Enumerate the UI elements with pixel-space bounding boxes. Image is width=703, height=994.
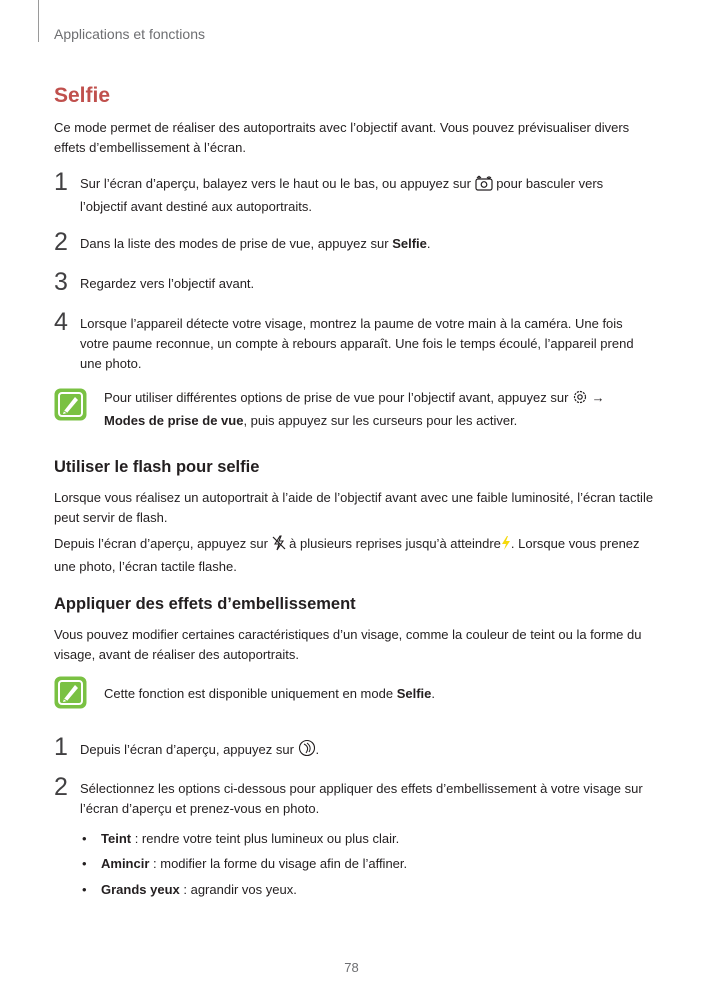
beauty-face-icon bbox=[298, 739, 316, 763]
bullet-icon: • bbox=[82, 831, 87, 846]
step-number: 3 bbox=[54, 268, 68, 296]
step-number: 4 bbox=[54, 308, 68, 336]
header-divider bbox=[38, 0, 39, 42]
section-header: Applications et fonctions bbox=[54, 26, 205, 42]
step-number: 2 bbox=[54, 773, 68, 801]
switch-camera-icon bbox=[475, 175, 493, 197]
beauty-paragraph: Vous pouvez modifier certaines caractéristiques d’un visage, comme la couleur de teint ou la forme du visage, avant de réaliser des autoportraits. bbox=[54, 627, 642, 662]
bullet-icon: • bbox=[82, 882, 87, 897]
flash-on-icon bbox=[501, 535, 511, 557]
note-pencil-icon bbox=[54, 676, 87, 709]
step-number: 2 bbox=[54, 228, 68, 256]
flash-paragraph-2: Depuis l’écran d’aperçu, appuyez sur à plusieurs reprises jusqu’à atteindre . Lorsque vous prenez une photo, l’écran tactile flashe. bbox=[54, 536, 640, 574]
flash-paragraph-1: Lorsque vous réalisez un autoportrait à l’aide de l’objectif avant avec une faible luminosité, l’écran tactile peut servir de flash. bbox=[54, 490, 654, 525]
bullet-icon: • bbox=[82, 856, 87, 871]
step-number: 1 bbox=[54, 168, 68, 196]
flash-heading: Utiliser le flash pour selfie bbox=[54, 458, 260, 476]
note-pencil-icon bbox=[54, 388, 87, 421]
beauty-heading: Appliquer des effets d’embellissement bbox=[54, 595, 356, 613]
page-title: Selfie bbox=[54, 84, 111, 107]
settings-gear-icon bbox=[572, 389, 588, 411]
step-number: 1 bbox=[54, 733, 68, 761]
flash-off-icon bbox=[272, 535, 286, 557]
page-number: 78 bbox=[344, 960, 359, 975]
intro-paragraph: Ce mode permet de réaliser des autoportraits avec l’objectif avant. Vous pouvez prévisualiser divers effets d’embellissement à l’écran. bbox=[54, 120, 630, 155]
